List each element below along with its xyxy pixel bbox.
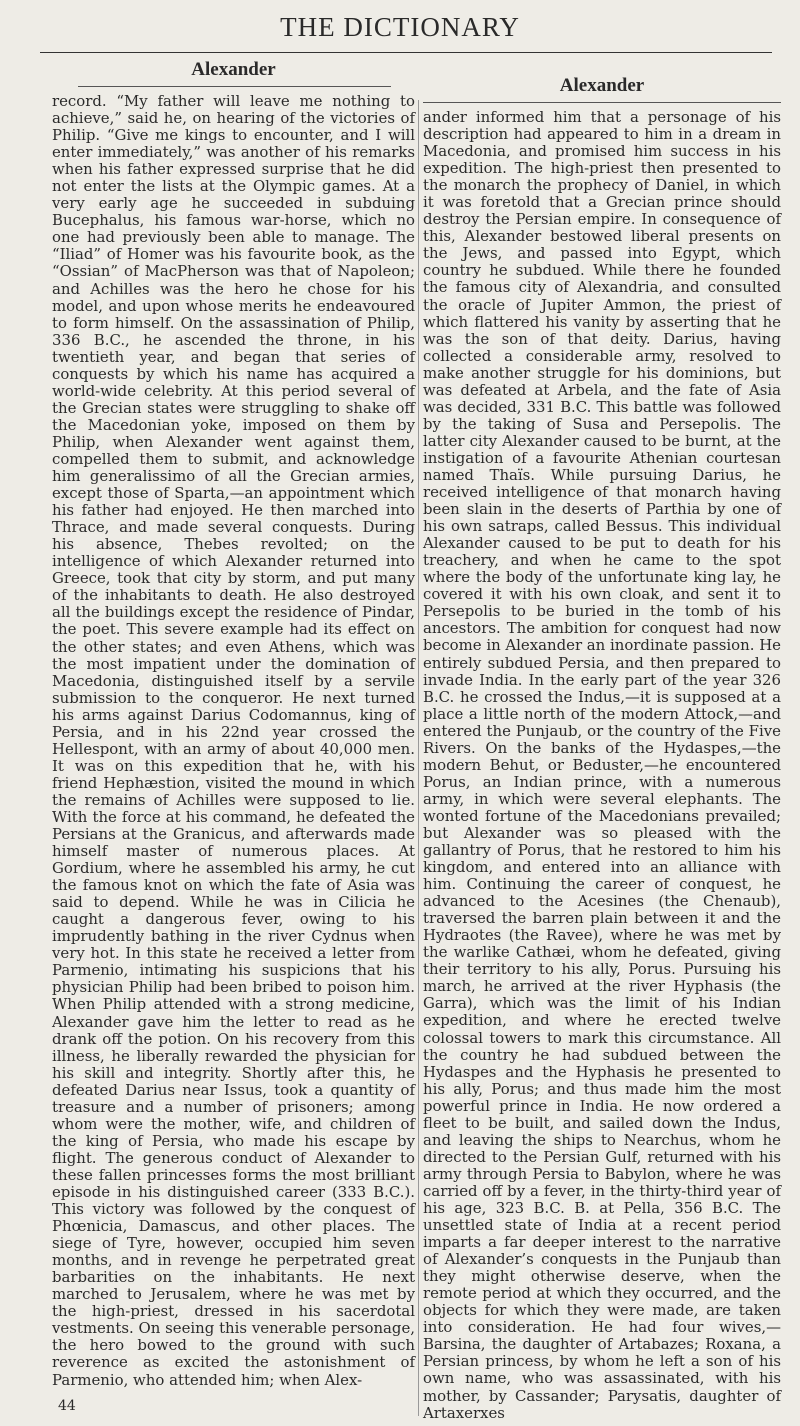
page-header-title: THE DICTIONARY xyxy=(280,12,520,42)
right-column xyxy=(423,58,781,1422)
left-column-heading: Alexander xyxy=(191,59,276,80)
column-divider xyxy=(418,100,419,1416)
left-heading-rule xyxy=(78,86,391,87)
right-column-heading: Alexander xyxy=(559,75,645,96)
header-rule xyxy=(40,52,772,53)
page-number: 44 xyxy=(58,1398,76,1414)
left-column xyxy=(52,58,415,1389)
right-column-text: ander informed him that a personage of his description had appeared to him in a dream in Macedonia, and promised him success in his expedition. The high-priest then presented to the monarch the prophecy of Daniel, in which it was foretold that a Grecian prince should destroy the Persian empire. In consequence of this, Alexander bestowed liberal presents on the Jews, and passed into Egypt, which country he subdued. While there he founded the famous city of Alexandria, and consulted the oracle of Jupiter Ammon, the priest of which flattered his vanity by asserting that he was the son of that deity. Darius, having collected a considerable army, resolved to make another struggle for his dominions, but was defeated at Arbela, and the fate of Asia was decided, 331 B.C. This battle was followed by the taking of Susa and Persepolis. The latter city Alexander caused to be burnt, at the instigation of a favourite Athenian courtesan named Thaïs. While pursuing Darius, he received intelligence of that monarch having been slain in the deserts of Parthia by one of his own satraps, called Bessus. This individual Alexander caused to be put to death for his treachery, and when he came to the spot where the body of the unfortunate king lay, he covered it with his own cloak, and sent it to Persepolis to be buried in the tomb of his ancestors. The ambition for conquest had now become in Alexander an inordinate passion. He entirely subdued Persia, and then prepared to invade India. In the early part of the year 326 B.C. he crossed the Indus,—it is supposed at a place a little north of the modern Attock,—and entered the Punjaub, or the country of the Five Rivers. On the banks of the Hydaspes,—the modern Behut, or Beduster,—he encountered Porus, an Indian prince, with a numerous army, in which were several elephants. The wonted fortune of the Macedonians prevailed; but Alexander was so pleased with the gallantry of Porus, that he restored to him his kingdom, and entered into an alliance with him. Continuing the career of conquest, he advanced to the Acesines (the Chenaub), traversed the barren plain between it and the Hydraotes (the Ravee), where he was met by the warlike Cathæi, whom he defeated, giving their territory to his ally, Porus. Pursuing his march, he arrived at the river Hyphasis (the Garra), which was the limit of his Indian expedition, and where he erected twelve colossal towers to mark this circumstance. All the country he had subdued between the Hydaspes and the Hyphasis he presented to his ally, Porus; and thus made him the most powerful prince in India. He now ordered a fleet to be built, and sailed down the Indus, and leaving the ships to Nearchus, whom he directed to the Persian Gulf, returned with his army through Persia to Babylon, where he was carried off by a fever, in the thirty-third year of his age, 323 B.C. B. at Pella, 356 B.C. The unsettled state of India at a recent period imparts a far deeper interest to the narrative of Alexander’s conquests in the Punjaub than they might otherwise deserve, when the remote period at which they occurred, and the objects for which they were made, are taken into consideration. He had four wives,—Barsina, the daughter of Artabazes; Roxana, a Persian princess, by whom he left a son of his own name, who was assassinated, with his mother, by Cassander; Parysatis, daughter of Artaxerxes xyxy=(423,108,781,1422)
right-heading-rule xyxy=(423,102,781,103)
left-column-text: record. “My father will leave me nothing to achieve,” said he, on hearing of the victories of Philip. “Give me kings to encounter, and I will enter immediately,” was another of his remarks when his father expressed surprise that he did not enter the lists at the Olympic games. At a very early age he succeeded in subduing Bucephalus, his famous war-horse, which no one had previously been able to manage. The “Iliad” of Homer was his favourite book, as the “Ossian” of MacPherson was that of Napoleon; and Achilles was the hero he chose for his model, and upon whose merits he endeavoured to form himself. On the assassination of Philip, 336 B.C., he ascended the throne, in his twentieth year, and began that series of conquests by which his name has acquired a world-wide celebrity. At this period several of the Grecian states were struggling to shake off the Macedonian yoke, imposed on them by Philip, when Alexander went against them, compelled them to submit, and acknowledge him generalissimo of all the Grecian armies, except those of Sparta,—an appointment which his father had enjoyed. He then marched into Thrace, and made several conquests. During his absence, Thebes revolted; on the intelligence of which Alexander returned into Greece, took that city by storm, and put many of the inhabitants to death. He also destroyed all the buildings except the residence of Pindar, the poet. This severe example had its effect on the other states; and even Athens, which was the most impatient under the domination of Macedonia, distinguished itself by a servile submission to the conqueror. He next turned his arms against Darius Codomannus, king of Persia, and in his 22nd year crossed the Hellespont, with an army of about 40,000 men. It was on this expedition that he, with his friend Hephæstion, visited the mound in which the remains of Achilles were supposed to lie. With the force at his command, he defeated the Persians at the Granicus, and afterwards made himself master of numerous places. At Gordium, where he assembled his army, he cut the famous knot on which the fate of Asia was said to depend. While he was in Cilicia he caught a dangerous fever, owing to his imprudently bathing in the river Cydnus when very hot. In this state he received a letter from Parmenio, intimating his suspicions that his physician Philip had been bribed to poison him. When Philip attended with a strong medicine, Alexander gave him the letter to read as he drank off the potion. On his recovery from this illness, he liberally rewarded the physician for his skill and integrity. Shortly after this, he defeated Darius near Issus, took a quantity of treasure and a number of prisoners; among whom were the mother, wife, and children of the king of Persia, who made his escape by flight. The generous conduct of Alexander to these fallen princesses forms the most brilliant episode in his distinguished career (333 B.C.). This victory was followed by the conquest of Phœnicia, Damascus, and other places. The siege of Tyre, however, occupied him seven months, and in revenge he perpetrated great barbarities on the inhabitants. He next marched to Jerusalem, where he was met by the high-priest, dressed in his sacerdotal vestments. On seeing this venerable personage, the hero bowed to the ground with such reverence as excited the astonishment of Parmenio, who attended him; when Alex- xyxy=(52,92,415,1389)
